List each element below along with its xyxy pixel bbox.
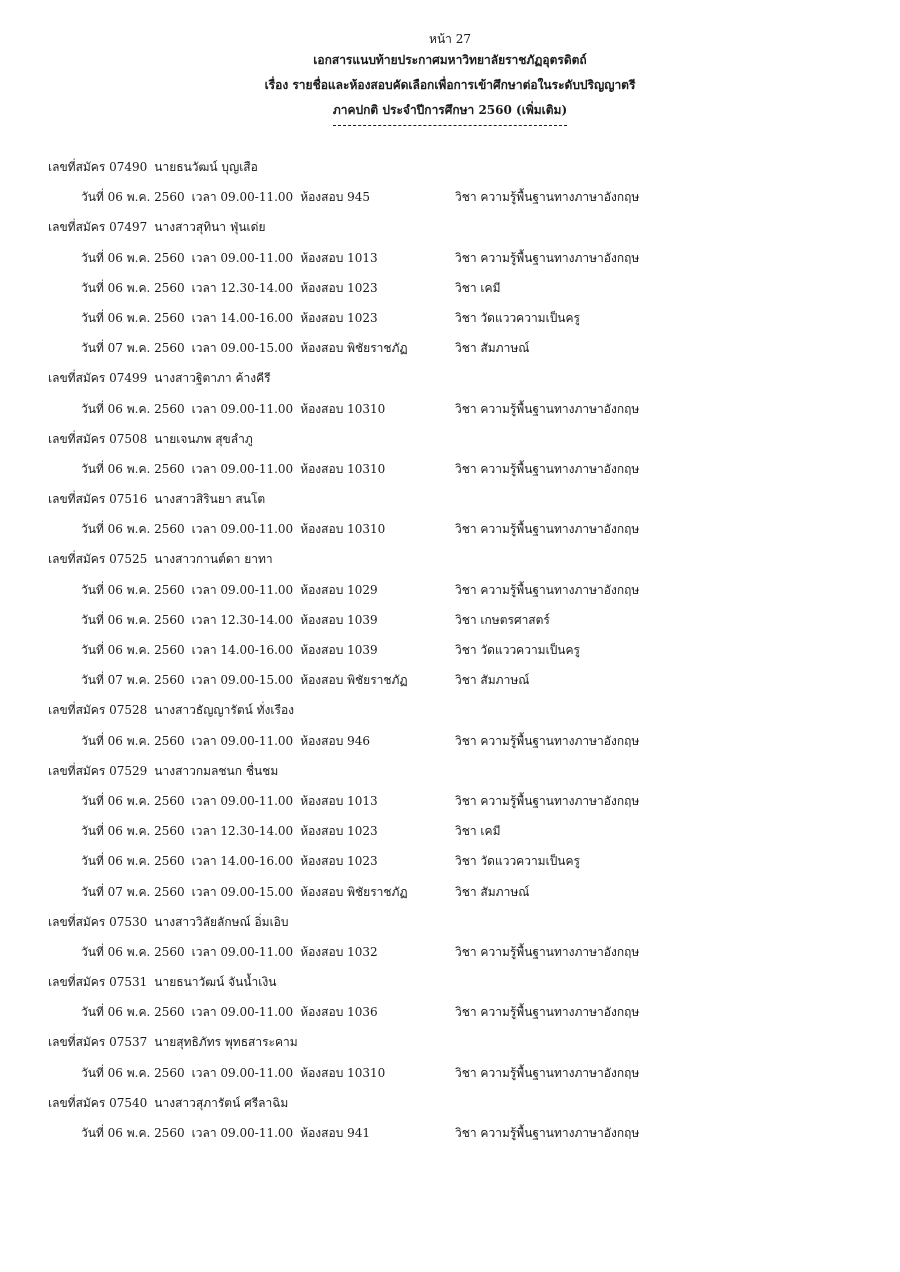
exam-time: เวลา 09.00-11.00 [191,944,294,959]
document-header [0,30,900,126]
applicant-id: เลขที่สมัคร 07508 [48,431,148,446]
applicant-id: เลขที่สมัคร 07531 [48,975,148,990]
applicant-row [48,695,868,725]
exam-date: วันที่ 06 พ.ค. 2560 [81,944,185,959]
exam-date: วันที่ 06 พ.ค. 2560 [81,582,185,597]
title-line-3 [0,98,900,126]
exam-row [48,243,868,273]
exam-room: ห้องสอบ พิชัยราชภัฏ [300,884,408,899]
exam-row [48,726,868,756]
exam-subject: วิชา ความรู้พื้นฐานทางภาษาอังกฤษ [455,733,640,748]
applicant-name: นางสาวสุทินา ฟุ่นเด่ย [154,220,266,235]
applicant-id: เลขที่สมัคร 07537 [48,1035,148,1050]
applicant-id: เลขที่สมัคร 07490 [48,160,148,174]
exam-schedule [81,394,458,424]
applicant-name: นางสาวธัญญารัตน์ ทั่งเรือง [154,703,295,718]
exam-subject: วิชา ความรู้พื้นฐานทางภาษาอังกฤษ [455,1065,640,1080]
exam-room: ห้องสอบ 1023 [300,824,378,839]
exam-room: ห้องสอบ 1013 [300,793,378,808]
exam-date: วันที่ 06 พ.ค. 2560 [81,1126,185,1140]
applicant-row [48,484,868,514]
exam-time: เวลา 14.00-16.00 [191,310,294,325]
exam-time: เวลา 09.00-11.00 [191,522,294,537]
applicant-name: นายธนาวัฒน์ จันน้ำเงิน [154,975,277,990]
applicant-name: นายธนวัฒน์ บุญเสือ [154,160,258,174]
exam-time: เวลา 12.30-14.00 [191,612,294,627]
applicant-name: นางสาวสิรินยา สนโต [154,492,266,507]
exam-room: ห้องสอบ 1032 [300,944,378,959]
exam-row [48,514,868,544]
exam-date: วันที่ 06 พ.ค. 2560 [81,1005,185,1020]
exam-room: ห้องสอบ 945 [300,190,371,205]
exam-date: วันที่ 07 พ.ค. 2560 [81,884,185,899]
exam-row [48,575,868,605]
exam-time: เวลา 09.00-11.00 [191,461,294,476]
exam-time: เวลา 09.00-11.00 [191,190,294,205]
applicant-name: นางสาวสุภารัตน์ ศรีลาฉิม [154,1095,289,1110]
exam-row [48,333,868,363]
applicant-name: นายสุทธิภัทร พุทธสาระคาม [154,1035,298,1050]
applicant-name: นางสาวฐิตาภา ค้างคีรี [154,371,271,386]
applicant-row [48,424,868,454]
exam-schedule [81,786,458,816]
exam-subject: วิชา วัดแววความเป็นครู [455,854,580,869]
exam-time: เวลา 14.00-16.00 [191,854,294,869]
exam-room: ห้องสอบ พิชัยราชภัฏ [300,673,408,688]
exam-schedule [81,877,458,907]
exam-time: เวลา 09.00-15.00 [191,673,294,688]
exam-subject: วิชา ความรู้พื้นฐานทางภาษาอังกฤษ [455,1005,640,1020]
exam-room: ห้องสอบ 10310 [300,1065,386,1080]
exam-date: วันที่ 06 พ.ค. 2560 [81,1065,185,1080]
exam-date: วันที่ 06 พ.ค. 2560 [81,733,185,748]
exam-subject: วิชา ความรู้พื้นฐานทางภาษาอังกฤษ [455,582,640,597]
title-line-1: เอกสารแนบท้ายประกาศมหาวิทยาลัยราชภัฏอุตรดิตถ์ [313,53,587,67]
exam-subject: วิชา วัดแววความเป็นครู [455,643,580,657]
exam-subject: วิชา ความรู้พื้นฐานทางภาษาอังกฤษ [455,461,640,476]
exam-row [48,303,868,333]
applicant-row [48,1027,868,1057]
applicant-name: นางสาววิลัยลักษณ์ อิ่มเอิบ [154,914,289,929]
exam-schedule [81,514,458,544]
applicant-id: เลขที่สมัคร 07516 [48,492,148,507]
exam-schedule [81,182,458,212]
exam-room: ห้องสอบ 10310 [300,461,386,476]
exam-date: วันที่ 07 พ.ค. 2560 [81,341,185,356]
exam-row [48,846,868,876]
applicant-name: นางสาวกานต์ดา ยาทา [154,552,273,567]
applicant-row [48,363,868,393]
exam-schedule [81,665,458,695]
exam-schedule [81,726,458,756]
exam-subject: วิชา เคมี [455,824,501,839]
applicant-row [48,544,868,574]
applicant-id: เลขที่สมัคร 07497 [48,220,148,235]
exam-schedule [81,273,458,303]
exam-room: ห้องสอบ 1039 [300,612,378,627]
exam-date: วันที่ 06 พ.ค. 2560 [81,190,185,205]
exam-date: วันที่ 06 พ.ค. 2560 [81,310,185,325]
applicant-id: เลขที่สมัคร 07525 [48,552,148,567]
exam-date: วันที่ 06 พ.ค. 2560 [81,280,185,295]
exam-row [48,997,868,1027]
exam-schedule [81,816,458,846]
exam-subject: วิชา ความรู้พื้นฐานทางภาษาอังกฤษ [455,793,640,808]
exam-date: วันที่ 06 พ.ค. 2560 [81,793,185,808]
exam-date: วันที่ 06 พ.ค. 2560 [81,854,185,869]
exam-schedule [81,575,458,605]
exam-schedule [81,937,458,967]
exam-date: วันที่ 06 พ.ค. 2560 [81,612,185,627]
exam-date: วันที่ 06 พ.ค. 2560 [81,250,185,265]
exam-room: ห้องสอบ 10310 [300,522,386,537]
applicant-row [48,756,868,786]
exam-date: วันที่ 06 พ.ค. 2560 [81,401,185,416]
applicant-id: เลขที่สมัคร 07499 [48,371,148,386]
exam-time: เวลา 09.00-11.00 [191,1065,294,1080]
exam-schedule [81,997,458,1027]
exam-room: ห้องสอบ 1023 [300,854,378,869]
exam-schedule [81,303,458,333]
exam-room: ห้องสอบ 1039 [300,643,378,657]
exam-row [48,1118,868,1148]
exam-time: เวลา 12.30-14.00 [191,280,294,295]
exam-schedule [81,243,458,273]
exam-row [48,665,868,695]
exam-subject: วิชา เคมี [455,280,501,295]
exam-time: เวลา 09.00-11.00 [191,1005,294,1020]
exam-time: เวลา 09.00-11.00 [191,250,294,265]
exam-room: ห้องสอบ 1013 [300,250,378,265]
exam-room: ห้องสอบ 1036 [300,1005,378,1020]
exam-time: เวลา 09.00-11.00 [191,793,294,808]
exam-row [48,454,868,484]
applicant-id: เลขที่สมัคร 07540 [48,1095,148,1110]
page-number: หน้า 27 [429,32,471,46]
applicant-row [48,212,868,242]
applicant-list [48,152,868,1148]
applicant-name: นายเจนภพ สุขลำภู [154,431,253,446]
exam-room: ห้องสอบ 10310 [300,401,386,416]
exam-row [48,635,868,665]
exam-row [48,816,868,846]
exam-row [48,182,868,212]
exam-schedule [81,635,458,665]
applicant-row [48,152,868,182]
title-line-2: เรื่อง รายชื่อและห้องสอบคัดเลือกเพื่อการเข้าศึกษาต่อในระดับปริญญาตรี [264,78,636,92]
exam-schedule [81,333,458,363]
exam-room: ห้องสอบ 941 [300,1126,371,1140]
exam-schedule [81,454,458,484]
applicant-name: นางสาวกมลชนก ชื่นชม [154,763,279,778]
exam-schedule [81,846,458,876]
exam-row [48,877,868,907]
exam-room: ห้องสอบ 1023 [300,280,378,295]
exam-row [48,273,868,303]
exam-room: ห้องสอบ 946 [300,733,371,748]
exam-subject: วิชา วัดแววความเป็นครู [455,310,580,325]
exam-row [48,605,868,635]
exam-subject: วิชา สัมภาษณ์ [455,341,530,356]
exam-date: วันที่ 06 พ.ค. 2560 [81,461,185,476]
exam-date: วันที่ 07 พ.ค. 2560 [81,673,185,688]
exam-room: ห้องสอบ พิชัยราชภัฏ [300,341,408,356]
exam-schedule [81,605,458,635]
exam-date: วันที่ 06 พ.ค. 2560 [81,643,185,657]
exam-room: ห้องสอบ 1023 [300,310,378,325]
title-line-3-text: ภาคปกติ ประจำปีการศึกษา 2560 (เพิ่มเติม) [333,98,567,126]
exam-row [48,786,868,816]
exam-subject: วิชา ความรู้พื้นฐานทางภาษาอังกฤษ [455,401,640,416]
exam-time: เวลา 09.00-11.00 [191,1126,294,1140]
exam-time: เวลา 09.00-11.00 [191,733,294,748]
exam-time: เวลา 09.00-11.00 [191,401,294,416]
applicant-id: เลขที่สมัคร 07530 [48,914,148,929]
exam-row [48,937,868,967]
exam-schedule [81,1118,458,1148]
exam-time: เวลา 09.00-15.00 [191,341,294,356]
applicant-row [48,907,868,937]
exam-time: เวลา 09.00-11.00 [191,582,294,597]
exam-time: เวลา 14.00-16.00 [191,643,294,657]
exam-subject: วิชา ความรู้พื้นฐานทางภาษาอังกฤษ [455,190,640,205]
exam-subject: วิชา สัมภาษณ์ [455,884,530,899]
exam-subject: วิชา ความรู้พื้นฐานทางภาษาอังกฤษ [455,522,640,537]
exam-schedule [81,1058,458,1088]
applicant-row [48,967,868,997]
exam-row [48,394,868,424]
exam-subject: วิชา สัมภาษณ์ [455,673,530,688]
applicant-row [48,1088,868,1118]
exam-subject: วิชา ความรู้พื้นฐานทางภาษาอังกฤษ [455,1126,640,1140]
exam-subject: วิชา ความรู้พื้นฐานทางภาษาอังกฤษ [455,250,640,265]
exam-date: วันที่ 06 พ.ค. 2560 [81,824,185,839]
exam-time: เวลา 12.30-14.00 [191,824,294,839]
exam-subject: วิชา ความรู้พื้นฐานทางภาษาอังกฤษ [455,944,640,959]
exam-time: เวลา 09.00-15.00 [191,884,294,899]
exam-row [48,1058,868,1088]
exam-date: วันที่ 06 พ.ค. 2560 [81,522,185,537]
applicant-id: เลขที่สมัคร 07529 [48,763,148,778]
exam-room: ห้องสอบ 1029 [300,582,378,597]
applicant-id: เลขที่สมัคร 07528 [48,703,148,718]
exam-subject: วิชา เกษตรศาสตร์ [455,612,550,627]
